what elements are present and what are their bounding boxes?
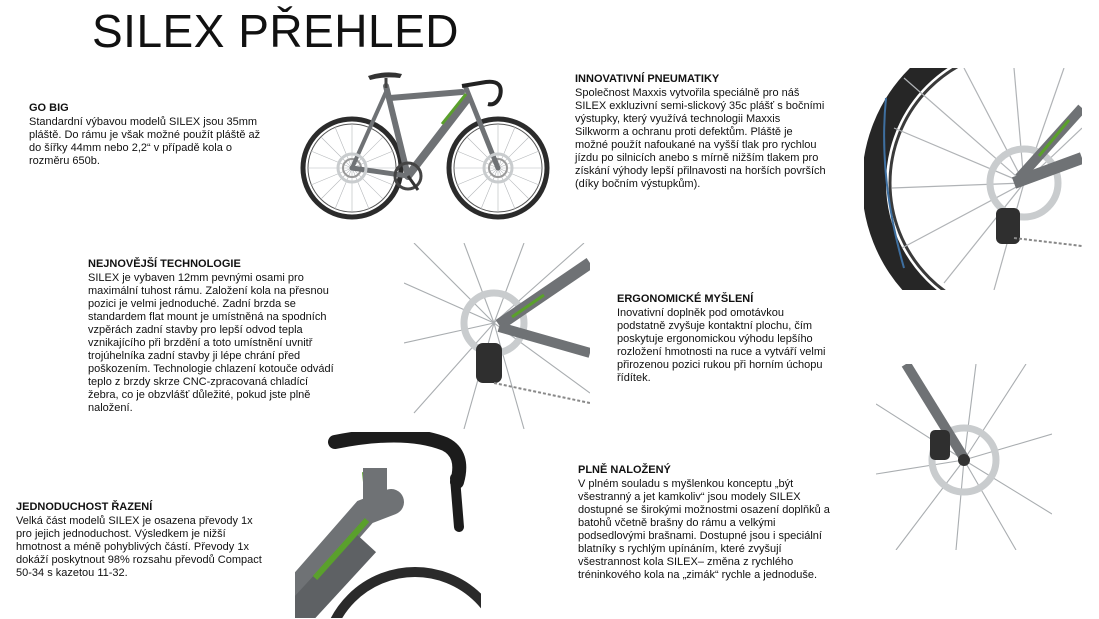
bike-photo xyxy=(290,64,556,222)
section-body: V plném souladu s myšlenkou konceptu „být všestranný a jet kamkoliv“ jsou modely SILEX dostupné se širokými možnostmi osazení doplňků a batohů včetně brašny do rámu a velkými podsedlovými brašnami. Dostupné jsou i speciální blatníky s rychlým upínáním, které zvyšují všestrannost kola SILEX– změna z rychlého tréninkového kola na „zimák“ rychle a jednoduše. xyxy=(578,478,830,581)
section-plne-nalozeny xyxy=(578,464,858,582)
section-body: Společnost Maxxis vytvořila speciálně pro náš SILEX exkluzivní semi-slickový 35c plášť s bočními výstupky, který využívá technologii Maxxis Silkworm a ochranu proti defektům. Pláště je možné použít nafoukané na vyšší tlak pro rychlou jízdu po silnicích anebo s mírně nižším tlakem pro získání výhody lepší přilnavosti na horších površích (díky bočním výstupkům). xyxy=(575,87,826,190)
section-body: Velká část modelů SILEX je osazena převody 1x pro jejich jednoduchost. Výsledkem je nižší hmotnost a méně pohyblivých částí. Převody 1x dokáží poskytnout 98% rozsahu převodů Compact 50-34 s kazetou 11-32. xyxy=(16,515,262,579)
front-hub-detail-photo xyxy=(876,364,1052,550)
section-body: SILEX je vybaven 12mm pevnými osami pro maximální tuhost rámu. Založení kola na přesnou pozici je velmi jednoduché. Zadní brzda se standardem flat mount je umístněná na spodních vzpěrách zadní stavby pro lepší odvod tepla vznikajícího při brzdění a toto umístnění uvnitř trojúhelníka zadní stavby ji lépe chrání před poškozením. Technologie chlazení kotouče odvádí teplo z brzdy skrze CNC-zpracovaná chladící žebra, co je obzvlášť důležité, pokud jste plně naložení. xyxy=(88,272,334,414)
section-body: Inovativní doplněk pod omotávkou podstatně zvyšuje kontaktní plochu, čím poskytuje ergonomickou výhodu lepšího rozložení hmotnosti na ruce a vytváří velmi přirozenou pozici rukou při horním úchopu řídítek. xyxy=(617,307,826,384)
page-title: SILEX PŘEHLED xyxy=(92,5,459,57)
section-heading: NEJNOVĚJŠÍ TECHNOLOGIE xyxy=(88,258,241,270)
section-heading: JEDNODUCHOST ŘAZENÍ xyxy=(16,501,153,513)
section-jednoduchost-razeni xyxy=(16,501,296,580)
section-heading: INNOVATIVNÍ PNEUMATIKY xyxy=(575,73,720,85)
section-innovativni-pneumatiky xyxy=(575,73,855,191)
section-heading: GO BIG xyxy=(29,102,69,114)
section-heading: ERGONOMICKÉ MYŠLENÍ xyxy=(617,293,754,305)
section-ergonomicke-mysleni xyxy=(617,293,857,385)
section-nejnovejsi-technologie xyxy=(88,258,368,415)
section-heading: PLNĚ NALOŽENÝ xyxy=(578,464,671,476)
rear-wheel-detail-photo xyxy=(864,68,1082,290)
handlebar-detail-photo xyxy=(295,432,481,618)
brake-detail-photo xyxy=(404,243,590,429)
section-go-big xyxy=(29,102,289,168)
section-body: Standardní výbavou modelů SILEX jsou 35mm pláště. Do rámu je však možné použít pláště až do šířky 44mm nebo 2,2“ v případě kola o rozměru 650b. xyxy=(29,116,261,167)
